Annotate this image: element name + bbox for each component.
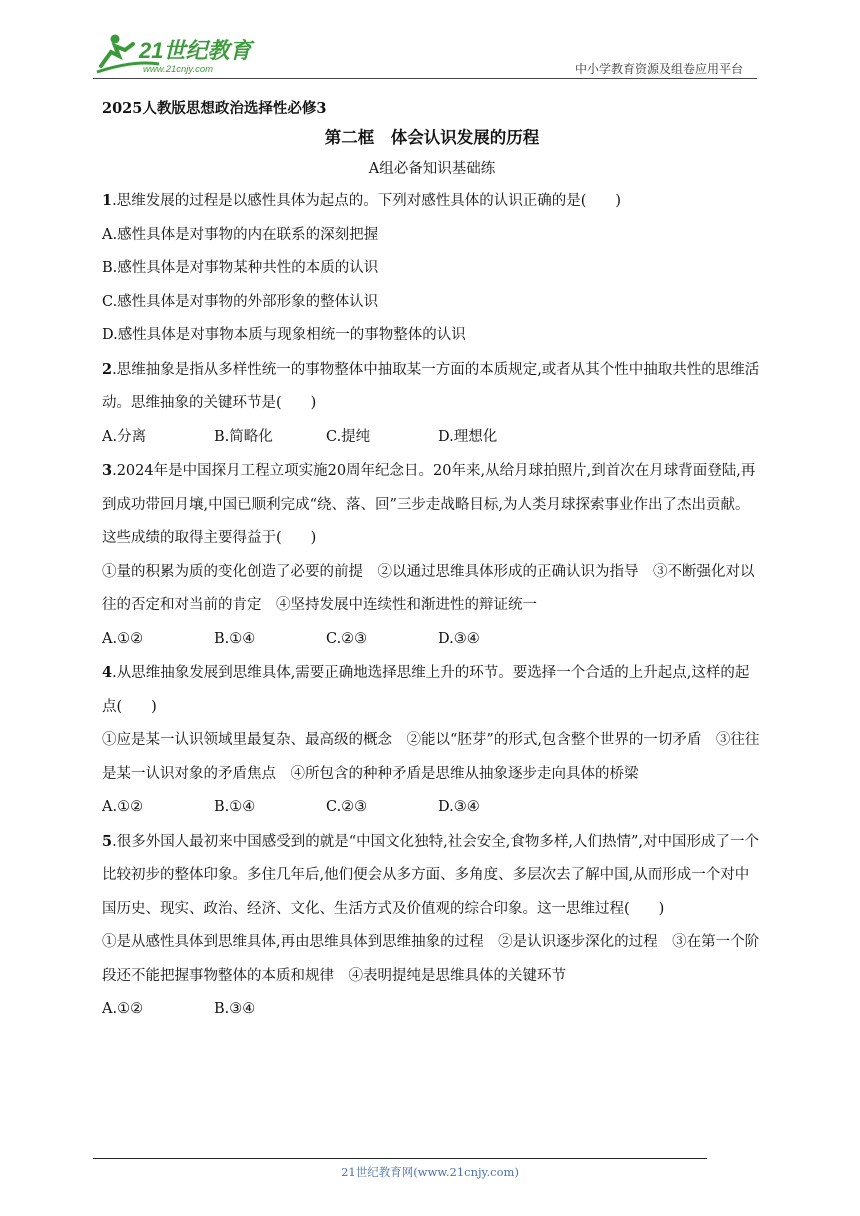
option-b: B.简略化	[214, 428, 273, 445]
question-number: 5	[102, 832, 113, 850]
question-3	[102, 454, 762, 656]
question-4	[102, 656, 762, 825]
svg-text:21世纪教育: 21世纪教育	[139, 38, 252, 63]
platform-brand: 中小学教育资源及组卷应用平台	[575, 62, 744, 76]
options-row	[102, 421, 762, 455]
option-b: B.①④	[214, 630, 256, 647]
footer-divider	[93, 1158, 707, 1159]
option-d: D.③④	[438, 799, 480, 815]
option-c: C.②③	[326, 799, 368, 815]
question-stem: .思维发展的过程是以感性具体为起点的。下列对感性具体的认识正确的是( )	[112, 193, 622, 209]
statement-items: ①应是某一认识领域里最复杂、最高级的概念 ②能以“胚芽”的形式,包含整个世界的一切矛盾 ③往往是某一认识对象的矛盾焦点 ④所包含的种种矛盾是思维从抽象逐步走向具体的桥梁	[102, 732, 760, 782]
option-a: A.①②	[102, 630, 144, 647]
option-a: A.分离	[102, 428, 147, 445]
option-d: D.感性具体是对事物本质与现象相统一的事物整体的认识	[102, 327, 466, 343]
section-heading: A组必备知识基础练	[368, 161, 496, 177]
question-stem: .2024年是中国探月工程立项实施20周年纪念日。20年来,从给月球拍照片,到首次在月球背面登陆,再到成功带回月壤,中国已顺利完成“绕、落、回”三步走战略目标,为人类月球探索事业作出了杰出贡献。这些成绩的取得主要得益于( )	[102, 463, 756, 546]
lesson-title: 第二框 体会认识发展的历程	[324, 128, 540, 147]
question-stem: .思维抽象是指从多样性统一的事物整体中抽取某一方面的本质规定,或者从其个性中抽取共性的思维活动。思维抽象的关键环节是( )	[102, 361, 760, 411]
option-c: C.感性具体是对事物的外部形象的整体认识	[102, 293, 379, 310]
option-c: C.②③	[326, 630, 368, 647]
question-stem: .从思维抽象发展到思维具体,需要正确地选择思维上升的环节。要选择一个合适的上升起点,这样的起点( )	[102, 665, 750, 715]
header-divider	[93, 78, 757, 79]
page-header	[0, 0, 860, 80]
question-number: 1	[102, 192, 113, 209]
question-stem: .很多外国人最初来中国感受到的就是“中国文化独特,社会安全,食物多样,人们热情”,对中国形成了一个比较初步的整体印象。多住几年后,他们便会从多方面、多角度、多层次去了解中国,从而形成一个对中国历史、现实、政治、经济、文化、生活方式及价值观的综合印象。这一思维过程( )	[102, 833, 759, 917]
question-number: 3	[102, 462, 113, 479]
question-2	[102, 353, 762, 455]
book-subtitle: 2025人教版思想政治选择性必修3	[102, 100, 327, 117]
option-a: A.感性具体是对事物的内在联系的深刻把握	[102, 226, 379, 243]
svg-text:www.21cnjy.com: www.21cnjy.com	[143, 64, 214, 75]
document-body	[102, 96, 762, 1027]
option-a: A.①②	[102, 1001, 144, 1017]
option-d: D.理想化	[438, 428, 498, 445]
option-d: D.③④	[438, 630, 480, 647]
options-row	[102, 791, 762, 825]
option-b: B.③④	[214, 1001, 256, 1017]
statement-items: ①量的积累为质的变化创造了必要的前提 ②以通过思维具体形成的正确认识为指导 ③不断强化对以往的否定和对当前的肯定 ④坚持发展中连续性和渐进性的辩证统一	[102, 563, 755, 613]
option-b: B.感性具体是对事物某种共性的本质的认识	[102, 260, 379, 276]
options-row	[102, 623, 762, 657]
question-number: 4	[102, 664, 113, 681]
statement-items: ①是从感性具体到思维具体,再由思维具体到思维抽象的过程 ②是认识逐步深化的过程 ③在第一个阶段还不能把握事物整体的本质和规律 ④表明提纯是思维具体的关键环节	[102, 934, 760, 984]
question-number: 2	[102, 360, 113, 378]
site-logo	[93, 30, 263, 78]
option-b: B.①④	[214, 799, 256, 815]
footer-site-link[interactable]: 21世纪教育网(www.21cnjy.com)	[341, 1165, 519, 1179]
question-5	[102, 825, 762, 1027]
options-row	[102, 993, 762, 1027]
question-1	[102, 184, 762, 353]
option-a: A.①②	[102, 799, 144, 815]
option-c: C.提纯	[326, 428, 371, 445]
